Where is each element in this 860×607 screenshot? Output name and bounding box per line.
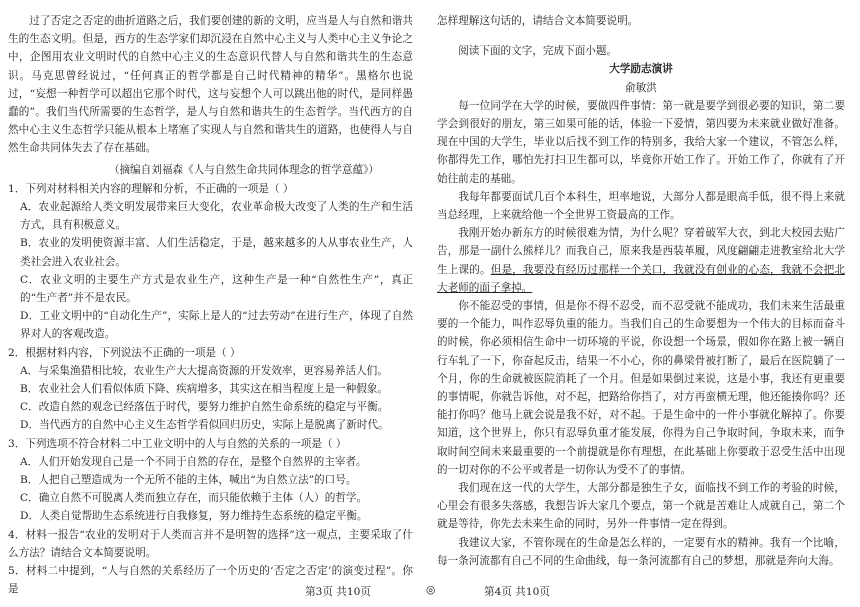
essay-paragraph-3-text: 我刚开始办新东方的时候很难为情，为什么呢？穿着破军大衣，到北大校园去贴广告，那是一副什么熊样儿？而我自己，原来我是西装革履，风度翩翩走进教室给北大学生上课的。 (437, 227, 845, 276)
question-1-option-a: A．农业起源给人类文明发展带来巨大变化，农业革命极大改变了人类的生产和生活方式，具有积极意义。 (20, 201, 413, 232)
essay-paragraph-6: 我建议大家，不管你现在的生命是怎么样的，一定要有水的精神。我有一个比喻，每一条河流都有自己不同的生命曲线，每一条河流都有自己的梦想，那就是奔向大海。 (437, 536, 845, 567)
question-1-option-b: B．农业的发明使资源丰富、人们生活稳定，于是，越来越多的人从事农业生产，人类社会进入农业社会。 (20, 237, 413, 268)
intro-paragraph: 过了否定之否定的曲折道路之后，我们要创建的新的文明，应当是人与自然和谐共生的生态文明。但是，西方的生态学家们却沉浸在自然中心主义与人类中心主义争论之中，企图用农业文明时代的自然中心主义的生态意识代替人与自然和谐共生的生态意识。马克思曾经说过，“任何真正的哲学都是自己时代精神的精华”。黑格尔也说过，“妄想一种哲学可以超出它那个时代，这与妄想个人可以跳出他的时代，是同样愚蠢的”。我们当代所需要的生态哲学，是人与自然和谐共生的生态哲学。当代西方的自然中心主义生态哲学只能从根本上堵塞了实现人与自然和谐共生的道路，也使得人与自然生命共同体失去了存在基础。 (8, 15, 413, 155)
right-column (437, 12, 845, 570)
essay-paragraph-2: 我每年都要面试几百个本科生，坦率地说，大部分人都是眼高手低，很不得上来就当总经理，上来就给他一个全世界工资最高的工作。 (437, 190, 845, 222)
question-1-option-c: C．农业文明的主要生产方式是农业生产，这种生产是一种“自然性生产”，真正的“生产者”并不是农民。 (20, 273, 413, 305)
question-3-option-b: B．人把自己塑造成为一个无所不能的主体，喊出“为自然立法”的口号。 (20, 474, 357, 487)
question-2-option-c: C．改造自然的观念已经落伍于时代，要努力维护自然生命系统的稳定与平衡。 (20, 401, 389, 414)
question-2-stem: 2．根据材料内容，下列说法不正确的一项是（ ） (8, 346, 241, 359)
question-1-option-d: D．工业文明中的“自动化生产”，实际上是人的“过去劳动”在进行生产，体现了自然界对人的客观改造。 (20, 310, 413, 341)
essay-title: 大学励志演讲 (609, 63, 673, 76)
question-3-option-c: C．确立自然不可脱离人类而独立存在，而只能依赖于主体（人）的哲学。 (20, 492, 368, 505)
source-citation: （摘编自刘福森《人与自然生命共同体理念的哲学意蕴》） (108, 163, 379, 176)
page-number-right: 第4页 共10页 (484, 586, 550, 598)
question-2-option-a: A．与采集渔猎相比较，农业生产大大提高资源的开发效率，更容易养活人们。 (20, 364, 388, 377)
reading-instruction: 阅读下面的文字，完成下面小题。 (458, 45, 618, 58)
left-column (8, 12, 413, 599)
center-mark: ◎ (426, 584, 436, 596)
underlined-sentence: 但是，我要没有经历过那样一个关口，我就没有创业的心态，我就不会把北大老师的面子拿掉。 (437, 263, 845, 294)
question-2-option-b: B．农业社会人们看似体质下降、疾病增多，其实这在相当程度上是一种假象。 (20, 383, 388, 396)
essay-paragraph-5: 我们现在这一代的大学生，大部分都是独生子女，面临找不到工作的考验的时候，心里会有很多失落感，我想告诉大家几个要点，第一个就是苦难让人成就自己，第二个就是等待，你先去未来生命的同时，另外一件事情一定在得到。 (437, 482, 845, 531)
question-5-continuation: 怎样理解这句话的，请结合文本简要说明。 (437, 15, 639, 27)
page-number-left: 第3页 共10页 (305, 586, 371, 598)
essay-paragraph-1: 每一位同学在大学的时候，要做四件事情：第一就是要学到很必要的知识，第二要学会到很好的朋友，第三如果可能的话，体验一下爱情，第四要为未来就业做好准备。现在中国的大学生，毕业以后找不到工作的特别多，我给大家一个建议，不管怎么样，你都得先工作，哪怕先打扫卫生都可以，毕竟你开始工作了。开始工作了，你就有了开始往前走的基础。 (437, 99, 845, 185)
essay-author: 俞敏洪 (625, 81, 657, 94)
question-3-option-d: D．人类自觉帮助生态系统进行自我修复，努力维持生态系统的稳定平衡。 (20, 510, 368, 523)
question-3-stem: 3．下列选项不符合材料二中工业文明中的人与自然的关系的一项是（ ） (8, 437, 347, 450)
question-2-option-d: D．当代西方的自然中心主义生态哲学看似回归历史，实际上是脱离了新时代。 (20, 419, 389, 432)
question-5-stem: 5．材料二中提到，“人与自然的关系经历了一个历史的‘否定之否定’的演变过程”。你是 (8, 565, 413, 596)
question-3-option-a: A．人们开始发现自己是一个不同于自然的存在，是整个自然界的主宰者。 (20, 455, 367, 468)
question-4-stem: 4．材料一报告“农业的发明对于人类而言并不是明智的选择”这一观点，主要采取了什么方法？请结合文本简要说明。 (8, 528, 413, 559)
essay-paragraph-4: 你不能忍受的事情，但是你不得不忍受，而不忍受就不能成功，我们未来生活最重要的一个能力，叫作忍辱负重的能力。当我们自己的生命要想为一个伟大的目标而奋斗的时候，你必须相信生命中一切环境的平说，你设想一个场景，假如你在路上被一辆自行车轧了一下，你奋起反击，结果一不小心，你的鼻梁骨被打断了，最后在医院躺了一个月，你的生命就被医院消耗了一个月。但是如果倒过来说，这是小事，我还有更重要的事情呢，你就告诉他，对不起，把路给你挡了，对方再蛮横无理，他还能揍你吗？还能打你吗？他马上就会说是我不好，对不起。于是生命中的一件小事就化解掉了。你要知道，这个世界上，你只有忍辱负重才能发展，你得为自己争取时间，争取未来，而争取时间空间未来最重要的一个前提就是你有理想，在此基础上你要敢于忍受生活中出现的一切对你的不公平或者是一切你认为受不了的事情。 (437, 300, 845, 476)
question-1-stem: 1．下列对材料相关内容的理解和分析，不正确的一项是（ ） (8, 182, 294, 195)
essay-paragraph-3 (437, 224, 845, 297)
